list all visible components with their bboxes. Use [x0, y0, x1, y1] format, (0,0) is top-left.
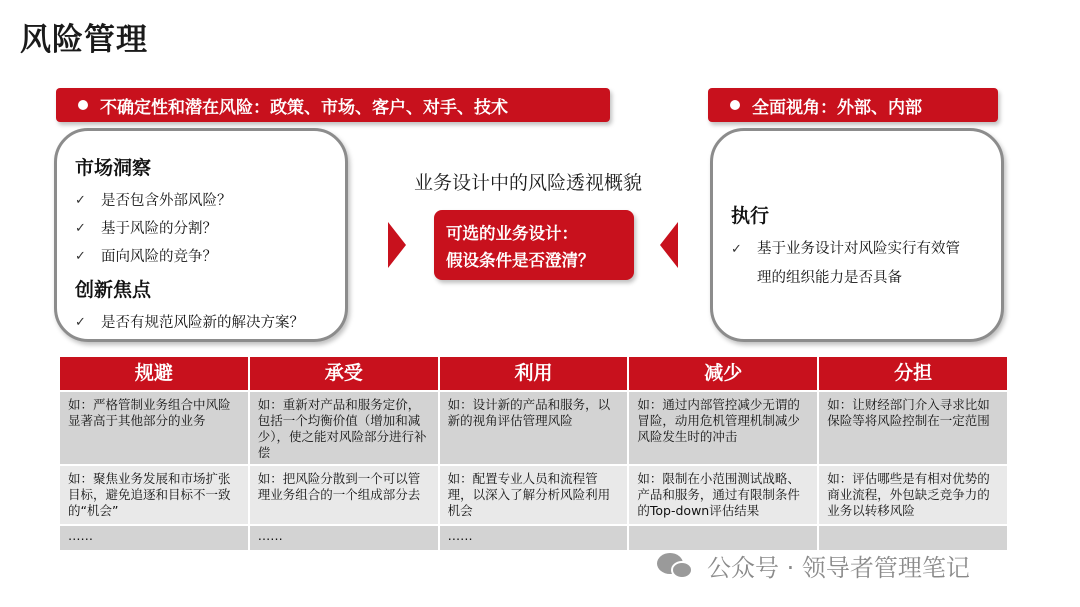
checklist-item-text: 基于业务设计对风险实行有效管 — [757, 241, 960, 257]
market-insight-box — [54, 128, 348, 342]
table-cell: 如：把风险分散到一个可以管理业务组合的一个组成部分去 — [250, 466, 438, 524]
column-header-exploit: 利用 — [440, 357, 628, 390]
table-cell — [819, 526, 1007, 550]
risk-strategy-table — [60, 357, 1007, 550]
table-cell: 如：重新对产品和服务定价，包括一个均衡价值（增加和减少），使之能对风险部分进行补偿 — [250, 392, 438, 464]
center-title: 业务设计中的风险透视概貌 — [414, 172, 643, 194]
table-cell: 如：设计新的产品和服务，以新的视角评估管理风险 — [440, 392, 628, 464]
table-cell: 如：让财经部门介入寻求比如保险等将风险控制在一定范围 — [819, 392, 1007, 464]
execution-box — [710, 128, 1004, 342]
checklist-item-text: 面向风险的竞争？ — [101, 249, 217, 265]
table-cell: 如：配置专业人员和流程管理，以深入了解分析风险利用机会 — [440, 466, 628, 524]
checklist-item — [75, 187, 345, 215]
table-cell: …… — [250, 526, 438, 550]
perspective-banner-text: 全面视角：外部、内部 — [752, 97, 922, 118]
checklist-item — [75, 309, 345, 337]
business-design-callout — [434, 210, 634, 280]
checklist-item-text: 基于风险的分割？ — [101, 221, 217, 237]
innovation-focus-heading: 创新焦点 — [75, 279, 152, 301]
table-cell: 如：聚焦业务发展和市场扩张目标，避免追逐和目标不一致的“机会” — [60, 466, 248, 524]
check-icon: ✓ — [75, 249, 86, 264]
perspective-banner — [708, 88, 998, 122]
arrow-left-icon — [660, 222, 678, 268]
table-cell: 如：限制在小范围测试战略、产品和服务，通过有限制条件的Top-down评估结果 — [629, 466, 817, 524]
checklist-item — [75, 243, 345, 271]
checklist-item — [75, 215, 345, 243]
table-cell: …… — [440, 526, 628, 550]
checklist-item-text: 是否有规范风险新的解决方案？ — [101, 315, 304, 331]
watermark — [657, 548, 970, 583]
uncertainty-banner-text: 不确定性和潜在风险：政策、市场、客户、对手、技术 — [100, 97, 508, 118]
check-icon: ✓ — [731, 242, 742, 257]
uncertainty-banner — [56, 88, 610, 122]
check-icon: ✓ — [75, 221, 86, 236]
bullet-dot-icon — [78, 100, 88, 110]
wechat-icon — [657, 551, 697, 581]
callout-line-1: 可选的业务设计： — [446, 224, 578, 243]
checklist-item-text: 是否包含外部风险？ — [101, 193, 232, 209]
checklist-item-text: 理的组织能力是否具备 — [757, 270, 902, 286]
callout-line-2: 假设条件是否澄清？ — [446, 251, 595, 270]
page-title: 风险管理 — [20, 22, 148, 58]
column-header-reduce: 减少 — [629, 357, 817, 390]
table-cell: …… — [60, 526, 248, 550]
market-insight-heading: 市场洞察 — [75, 157, 152, 179]
bullet-dot-icon — [730, 100, 740, 110]
check-icon: ✓ — [75, 193, 86, 208]
column-header-avoid: 规避 — [60, 357, 248, 390]
table-cell — [629, 526, 817, 550]
execution-heading: 执行 — [731, 205, 770, 227]
table-cell: 如：评估哪些是有相对优势的商业流程，外包缺乏竞争力的业务以转移风险 — [819, 466, 1007, 524]
table-cell: 如：通过内部管控减少无谓的冒险，动用危机管理机制减少风险发生时的冲击 — [629, 392, 817, 464]
watermark-text: 公众号 · 领导者管理笔记 — [707, 554, 970, 582]
checklist-item — [731, 235, 1001, 264]
table-cell: 如：严格管制业务组合中风险显著高于其他部分的业务 — [60, 392, 248, 464]
column-header-accept: 承受 — [250, 357, 438, 390]
check-icon: ✓ — [75, 315, 86, 330]
column-header-share: 分担 — [819, 357, 1007, 390]
checklist-item-continued — [731, 264, 1001, 293]
arrow-right-icon — [388, 222, 406, 268]
